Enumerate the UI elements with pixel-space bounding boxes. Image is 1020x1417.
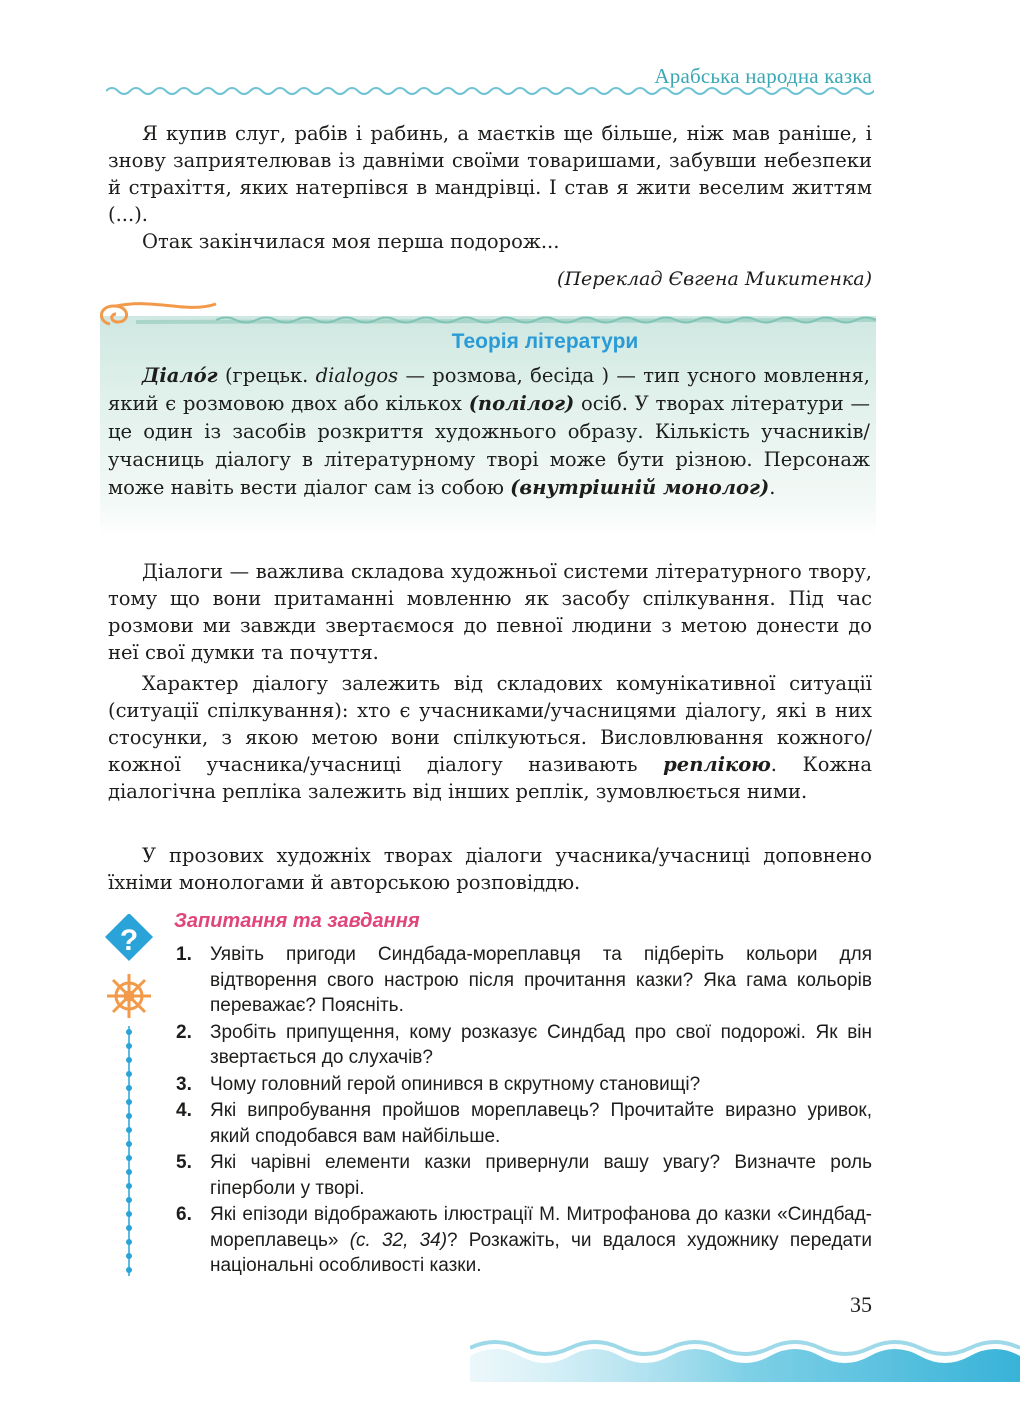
story-paragraph-1: Я купив слуг, рабів і рабинь, а маєтків ще більше, ніж мав раніше, і знову заприятелював із давніми своїми товаришами, забувши небезпеки й страхіття, яких натерпівся в мандрівці. І став я жити веселим життям (...). xyxy=(108,122,872,226)
bead-chain xyxy=(126,1026,132,1276)
header-wave-line xyxy=(106,84,874,98)
ship-wheel-icon xyxy=(107,974,151,1018)
questions-list xyxy=(176,942,872,1280)
bottom-wave-decoration xyxy=(470,1326,1020,1382)
svg-text:?: ? xyxy=(119,924,139,957)
translation-credit: (Переклад Євгена Микитенка) xyxy=(557,268,872,290)
page-number: 35 xyxy=(850,1292,872,1317)
theory-definition: Діало́г (грецьк. dialogos — розмова, бесіда ) — тип усного мовлення, який є розмовою двох або кількох (полілог) осіб. У творах літератури — це один із засобів розкриття художнього образу. Кількість учасників/учасниць діалогу в літературному творі може бути різною. Персонаж може навіть вести діалог сам із собою (внутрішній монолог). xyxy=(108,364,870,499)
story-paragraph-2: Отак закінчилася моя перша подорож... xyxy=(142,230,560,253)
question-item: 2. Зробіть припущення, кому розказує Синдбад про свої подорожі. Як він звертається до слухачів? xyxy=(176,1021,872,1068)
body-paragraph-3: У прозових художніх творах діалоги учасника/учасниці доповнено їхніми монологами й авторською розповіддю. xyxy=(108,844,872,894)
question-diamond-icon xyxy=(105,914,153,961)
questions-title: Запитання та завдання xyxy=(174,910,420,932)
question-item: 1. Уявіть пригоди Синдбада-мореплавця та підберіть кольори для відтворення свого настрою після прочитання казки? Яка гама кольорів переважає? Поясніть. xyxy=(176,944,872,1016)
question-item: 3. Чому головний герой опинився в скрутному становищі? xyxy=(176,1073,701,1095)
body-paragraph-1: Діалоги — важлива складова художньої системи літературного твору, тому що вони притаманні мовленню як засобу спілкування. Під час розмови ми завжди звертаємося до певної людини з метою донести до неї свої думки та почуття. xyxy=(108,560,872,664)
question-item: 6. Які епізоди відображають ілюстрації М. Митрофанова до казки «Синдбад-мореплавець» (с. 32, 34)? Розкажіть, чи вдалося художнику передати національні особливості казки. xyxy=(176,1204,872,1276)
side-decoration xyxy=(104,914,156,1284)
body-paragraph-2: Характер діалогу залежить від складових комунікативної ситуації (ситуації спілкування): хто є учасниками/учасницями діалогу, які в них стосунки, з якою метою вони спілкуються. Висловлювання кожного/кожної учасника/учасниці діалогу називають реплікою. Кожна діалогічна репліка залежить від інших реплік, зумовлюється ними. xyxy=(108,672,872,803)
question-item: 5. Які чарівні елементи казки привернули вашу увагу? Визначте роль гіперболи у творі. xyxy=(176,1152,872,1199)
question-item: 4. Які випробування пройшов мореплавець? Прочитайте виразно уривок, який сподобався вам найбільше. xyxy=(176,1100,872,1147)
page-header-title: Арабська народна казка xyxy=(654,64,872,88)
theory-title: Теорія літератури xyxy=(451,330,639,353)
